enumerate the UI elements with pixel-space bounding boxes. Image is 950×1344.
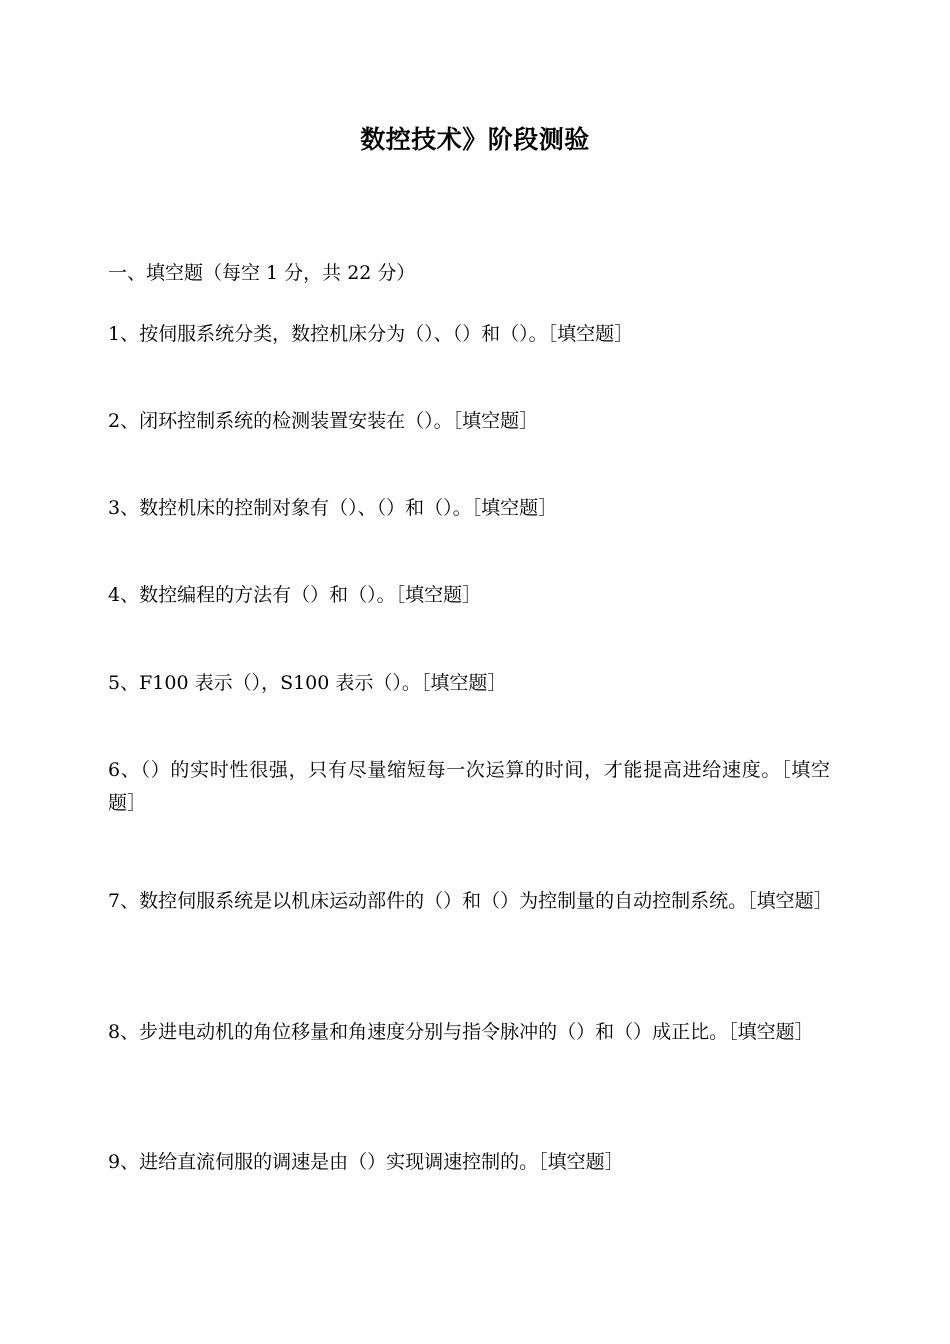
- question-4: 4、数控编程的方法有（）和（）。［填空题］: [108, 584, 482, 606]
- question-5: 5、F100 表示（），S100 表示（）。［填空题］: [108, 672, 507, 694]
- document-title: 数控技术》阶段测验: [360, 125, 590, 154]
- question-7: 7、数控伺服系统是以机床运动部件的（）和（）为控制量的自动控制系统。［填空题］: [108, 890, 833, 912]
- question-9: 9、进给直流伺服的调速是由（）实现调速控制的。［填空题］: [108, 1151, 624, 1173]
- question-1: 1、按伺服系统分类，数控机床分为（）、（）和（）。［填空题］: [108, 323, 634, 345]
- question-6: 6、（）的实时性很强，只有尽量缩短每一次运算的时间，才能提高进给速度。［填空题］: [108, 759, 830, 814]
- question-2: 2、闭环控制系统的检测装置安装在（）。［填空题］: [108, 410, 539, 432]
- section-heading: 一、填空题（每空 1 分，共 22 分）: [108, 262, 416, 284]
- question-3: 3、数控机床的控制对象有（）、（）和（）。［填空题］: [108, 497, 558, 519]
- question-8: 8、步进电动机的角位移量和角速度分别与指令脉冲的（）和（）成正比。［填空题］: [108, 1021, 814, 1043]
